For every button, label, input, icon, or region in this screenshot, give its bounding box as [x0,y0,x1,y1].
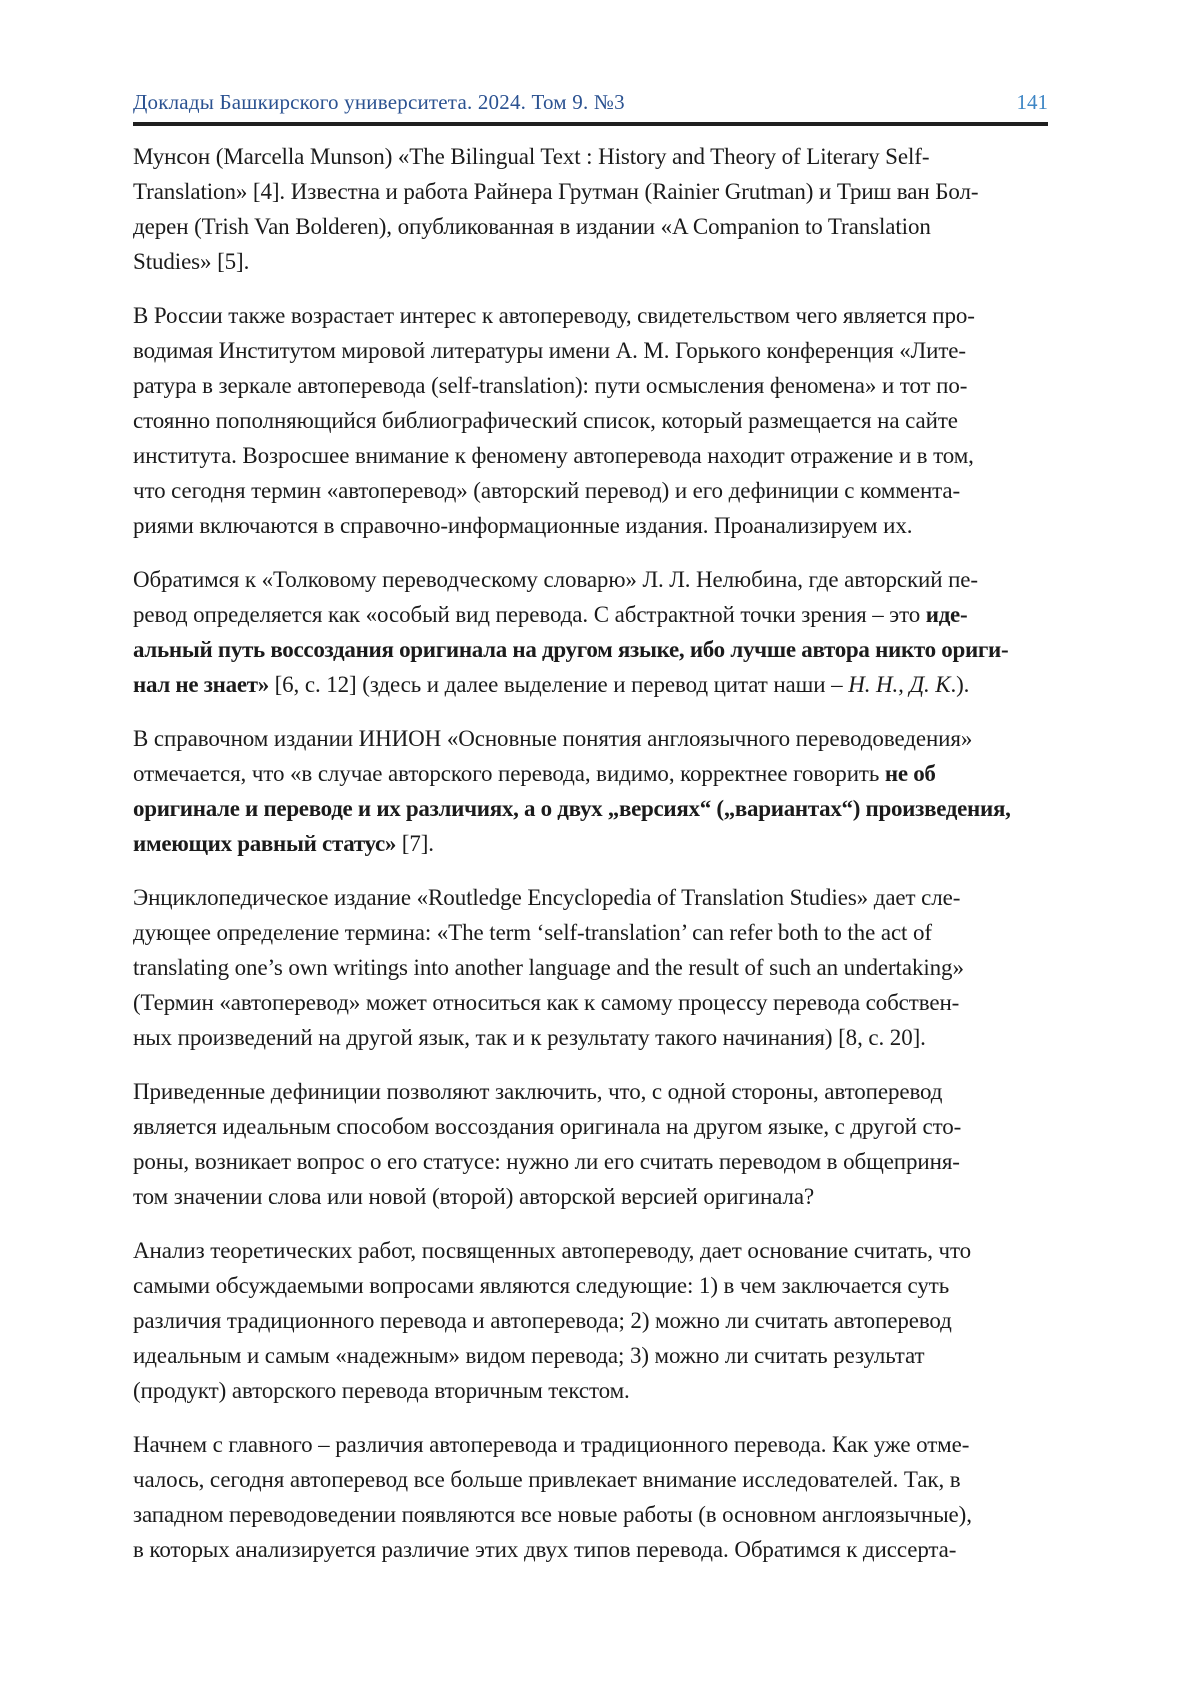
paragraph [133,1233,1048,1408]
article-body [133,139,1048,1567]
text-line [133,562,1048,597]
running-header [133,90,1048,114]
text-run: ревод определяется как «особый вид перевода. С абстрактной точки зрения – это [133,602,926,627]
paragraph [133,1074,1048,1214]
page-content [133,90,1048,1567]
bold-text-run: оригинале и переводе и их различиях, а о двух „версиях“ („вариантах“) произведения, [133,796,1011,821]
text-line [133,985,1048,1020]
paragraph [133,880,1048,1055]
text-run: роны, возникает вопрос о его статусе: нужно ли его считать переводом в общеприня- [133,1149,960,1174]
text-line [133,174,1048,209]
page-number: 141 [1016,90,1048,114]
text-run: (Термин «автоперевод» может относиться как к самому процессу перевода собствен- [133,990,960,1015]
text-line [133,438,1048,473]
text-run: западном переводоведении появляются все новые работы (в основном англоязычные), [133,1502,972,1527]
paragraph [133,721,1048,861]
bold-text-run: иде- [925,602,968,627]
text-line [133,1179,1048,1214]
text-run: что сегодня термин «автоперевод» (авторский перевод) и его дефиниции с коммента- [133,478,961,503]
text-run: [6, с. 12] (здесь и далее выделение и перевод цитат наши – [268,672,849,697]
text-run: Приведенные дефиниции позволяют заключить, что, с одной стороны, автоперевод [133,1079,943,1104]
text-line [133,1109,1048,1144]
text-run: том значении слова или новой (второй) авторской версией оригинала? [133,1184,815,1209]
text-line [133,1462,1048,1497]
text-run: Энциклопедическое издание «Routledge Encyclopedia of Translation Studies» дает сле- [133,885,961,910]
journal-title: Доклады Башкирского университета. 2024. Том 9. №3 [133,90,625,114]
text-run: института. Возросшее внимание к феномену автоперевода находит отражение и в том, [133,443,974,468]
text-line [133,139,1048,174]
text-line [133,1373,1048,1408]
text-line [133,1144,1048,1179]
text-line [133,826,1048,861]
paragraph [133,298,1048,543]
text-line [133,333,1048,368]
text-run: отмечается, что «в случае авторского перевода, видимо, корректнее говорить [133,761,885,786]
text-run: В справочном издании ИНИОН «Основные понятия англоязычного переводоведения» [133,726,973,751]
text-line [133,1020,1048,1055]
text-line [133,368,1048,403]
text-run: различия традиционного перевода и автоперевода; 2) можно ли считать автоперевод [133,1308,952,1333]
bold-text-run: альный путь воссоздания оригинала на другом языке, ибо лучше автора никто ориги- [133,637,1009,662]
text-run: идеальным и самым «надежным» видом перевода; 3) можно ли считать результат [133,1343,925,1368]
paragraph [133,562,1048,702]
text-line [133,1532,1048,1567]
text-line [133,403,1048,438]
text-line [133,244,1048,279]
text-run: ратура в зеркале автоперевода (self-translation): пути осмысления феномена» и тот по- [133,373,968,398]
text-run: стоянно пополняющийся библиографический список, который размещается на сайте [133,408,958,433]
bold-text-run: не об [884,761,936,786]
text-line [133,1338,1048,1373]
text-line [133,1268,1048,1303]
text-line [133,880,1048,915]
text-run: Анализ теоретических работ, посвященных автопереводу, дает основание считать, что [133,1238,972,1263]
text-run: [7]. [396,831,434,856]
text-run: является идеальным способом воссоздания оригинала на другом языке, с другой сто- [133,1114,962,1139]
text-run: .). [950,672,970,697]
text-line [133,298,1048,333]
text-run: водимая Институтом мировой литературы имени А. М. Горького конференция «Лите- [133,338,966,363]
bold-text-run: имеющих равный статус» [133,831,397,856]
text-line [133,1497,1048,1532]
bold-text-run: нал не знает» [133,672,269,697]
text-run: риями включаются в справочно-информационные издания. Проанализируем их. [133,513,913,538]
text-run: Обратимся к «Толковому переводческому словарю» Л. Л. Нелюбина, где авторский пе- [133,567,978,592]
text-line [133,473,1048,508]
text-run: В России также возрастает интерес к автопереводу, свидетельством чего является про- [133,303,975,328]
text-line [133,915,1048,950]
text-run: ных произведений на другой язык, так и к результату такого начинания) [8, с. 20]. [133,1025,926,1050]
text-line [133,508,1048,543]
text-run: Начнем с главного – различия автоперевода и традиционного перевода. Как уже отме- [133,1432,970,1457]
text-line [133,1427,1048,1462]
text-line [133,721,1048,756]
text-run: дерен (Trish Van Bolderen), опубликованная в издании «A Companion to Translation [133,214,931,239]
text-line [133,209,1048,244]
text-line [133,632,1048,667]
text-run: Translation» [4]. Известна и работа Райнера Грутман (Rainier Grutman) и Триш ван Бол- [133,179,979,204]
text-line [133,1303,1048,1338]
text-run: дующее определение термина: «The term ‘self-translation’ can refer both to the act of [133,920,932,945]
header-divider-rule [133,122,1048,126]
text-run: Мунсон (Marcella Munson) «The Bilingual Text : History and Theory of Literary Self- [133,144,930,169]
text-run: translating one’s own writings into another language and the result of such an undertaking» [133,955,964,980]
text-run: Studies» [5]. [133,249,250,274]
text-line [133,1233,1048,1268]
text-run: самыми обсуждаемыми вопросами являются следующие: 1) в чем заключается суть [133,1273,950,1298]
italic-text-run: Н. Н., Д. К [848,672,951,697]
text-line [133,597,1048,632]
paragraph [133,1427,1048,1567]
text-line [133,950,1048,985]
text-line [133,1074,1048,1109]
text-line [133,667,1048,702]
text-line [133,756,1048,791]
text-run: чалось, сегодня автоперевод все больше привлекает внимание исследователей. Так, в [133,1467,961,1492]
text-run: (продукт) авторского перевода вторичным текстом. [133,1378,630,1403]
text-run: в которых анализируется различие этих двух типов перевода. Обратимся к диссерта- [133,1537,957,1562]
paragraph [133,139,1048,279]
text-line [133,791,1048,826]
